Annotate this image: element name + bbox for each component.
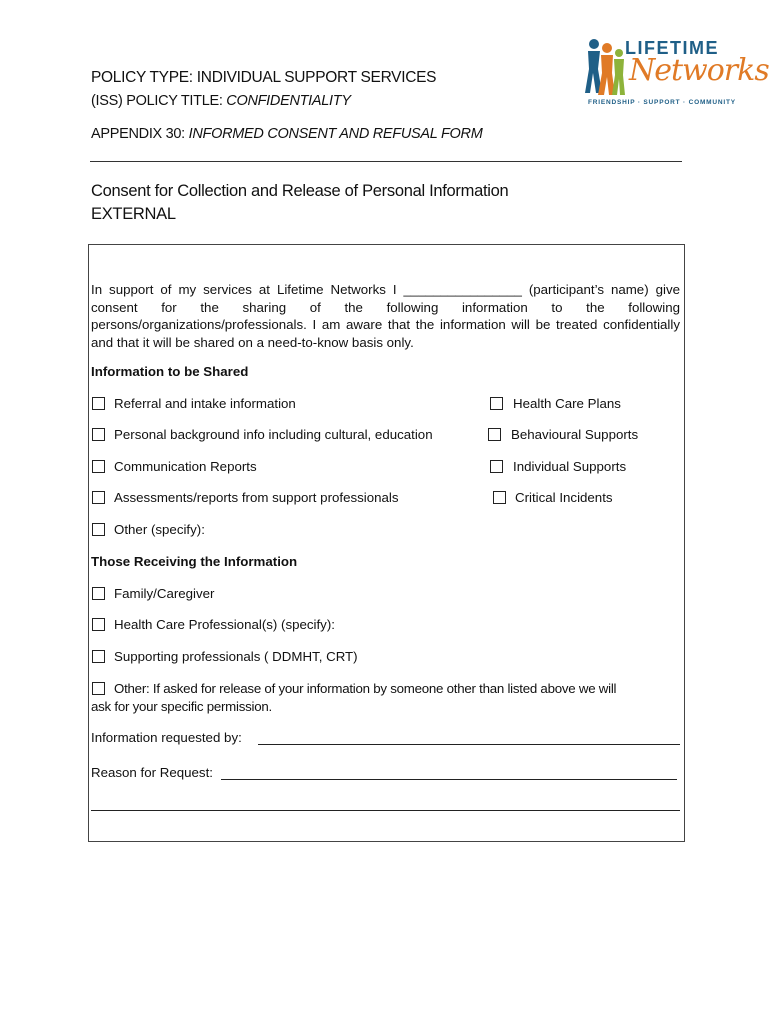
logo-name-top: LIFETIME	[625, 38, 719, 58]
label-referral-intake: Referral and intake information	[114, 396, 296, 411]
lifetime-networks-logo	[585, 35, 769, 110]
label-personal-background: Personal background info including cultural, education	[114, 427, 433, 442]
label-individual-supports: Individual Supports	[513, 459, 627, 474]
requested-by-line[interactable]	[258, 744, 680, 745]
label-other-info: Other (specify):	[114, 522, 205, 537]
checkbox-individual-supports[interactable]	[490, 460, 503, 473]
label-assessments-reports: Assessments/reports from support professionals	[114, 490, 399, 505]
checkbox-other-info[interactable]	[92, 523, 105, 536]
checkbox-critical-incidents[interactable]	[493, 491, 506, 504]
logo-name-bottom: Networks	[629, 53, 769, 88]
checkbox-referral-intake[interactable]	[92, 397, 105, 410]
checkbox-communication-reports[interactable]	[92, 460, 105, 473]
checkbox-assessments-reports[interactable]	[92, 491, 105, 504]
info-shared-heading: Information to be Shared	[91, 364, 249, 379]
form-title: Consent for Collection and Release of Personal Information	[91, 182, 509, 200]
appendix-heading	[91, 126, 482, 142]
policy-title-value: CONFIDENTIALITY	[226, 93, 351, 109]
label-other-receiver-cont: ask for your specific permission.	[91, 699, 272, 714]
checkbox-family-caregiver[interactable]	[92, 587, 105, 600]
checkbox-behavioural-supports[interactable]	[488, 428, 501, 441]
label-health-care-professionals: Health Care Professional(s) (specify):	[114, 617, 335, 632]
checkbox-personal-background[interactable]	[92, 428, 105, 441]
people-figures-icon	[585, 37, 625, 97]
label-other-receiver: Other: If asked for release of your information by someone other than listed above we will	[114, 681, 617, 696]
reason-label: Reason for Request:	[91, 765, 213, 780]
requested-by-label: Information requested by:	[91, 730, 242, 745]
reason-continuation-line[interactable]	[91, 810, 680, 811]
label-behavioural-supports: Behavioural Supports	[511, 427, 639, 442]
header-divider	[90, 161, 682, 162]
policy-type-heading: POLICY TYPE: INDIVIDUAL SUPPORT SERVICES	[91, 69, 437, 86]
label-family-caregiver: Family/Caregiver	[114, 586, 215, 601]
checkbox-supporting-professionals[interactable]	[92, 650, 105, 663]
logo-tagline: FRIENDSHIP · SUPPORT · COMMUNITY	[588, 99, 736, 106]
label-health-care-plans: Health Care Plans	[513, 396, 621, 411]
checkbox-other-receiver[interactable]	[92, 682, 105, 695]
label-critical-incidents: Critical Incidents	[515, 490, 613, 505]
policy-title-prefix: (ISS) POLICY TITLE:	[91, 93, 227, 109]
receivers-heading: Those Receiving the Information	[91, 554, 298, 569]
consent-statement: In support of my services at Lifetime Networks I ________________ (participant’s name) give consent for the sharing of the following information to the following persons/organizations/professionals. I am aware that the information will be treated confidentially and that it will be shared on a need-to-know basis only.	[91, 282, 680, 350]
appendix-title: INFORMED CONSENT AND REFUSAL FORM	[188, 126, 483, 142]
label-communication-reports: Communication Reports	[114, 459, 257, 474]
label-supporting-professionals: Supporting professionals ( DDMHT, CRT)	[114, 649, 358, 664]
policy-title-heading	[91, 93, 351, 109]
checkbox-health-care-professionals[interactable]	[92, 618, 105, 631]
form-subtitle: EXTERNAL	[91, 205, 176, 223]
appendix-prefix: APPENDIX 30:	[91, 126, 189, 142]
checkbox-health-care-plans[interactable]	[490, 397, 503, 410]
reason-line[interactable]	[221, 779, 677, 780]
